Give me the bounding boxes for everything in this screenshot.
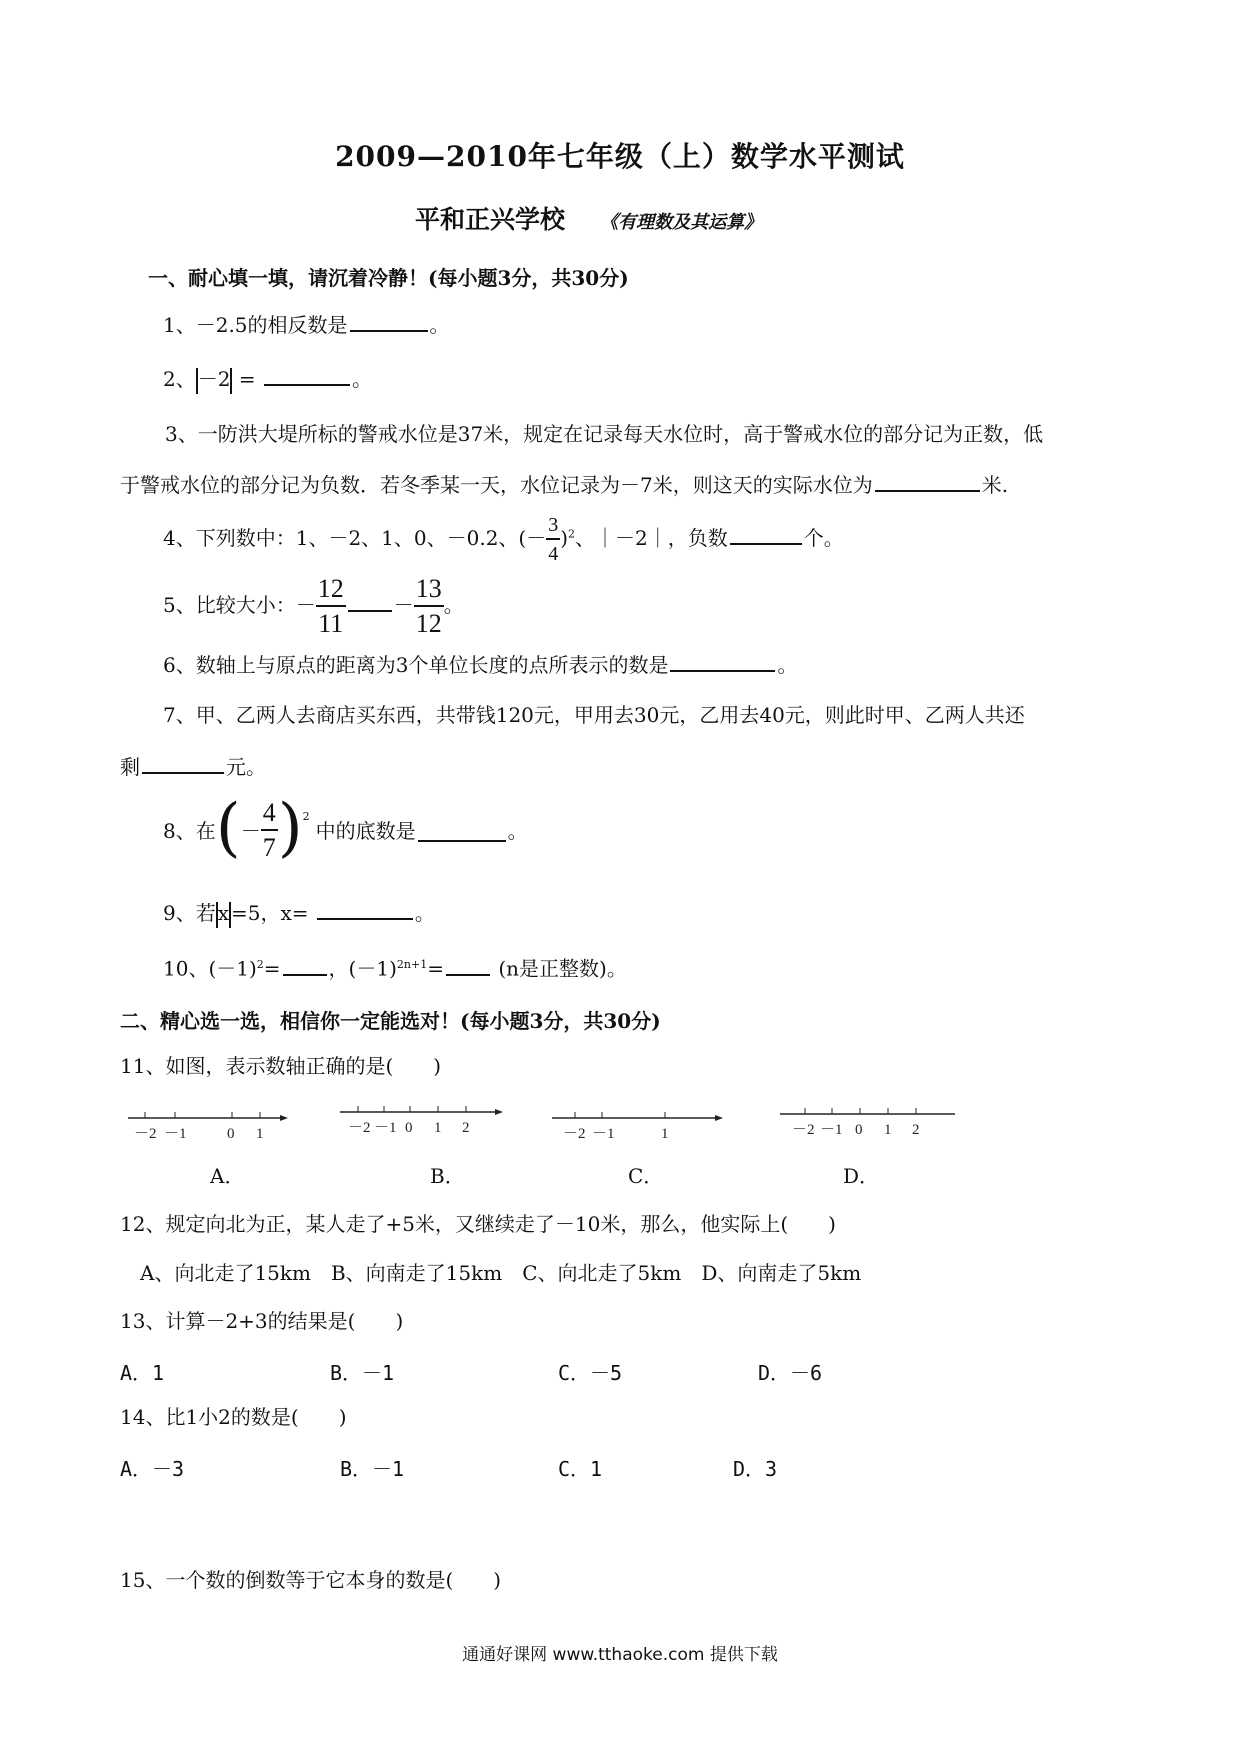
tick-label: －2 (134, 1126, 157, 1142)
q5-den1: 11 (318, 609, 344, 638)
question-15-stem: 15、一个数的倒数等于它本身的数是( ) (120, 1568, 502, 1592)
footer-credit: 通通好课网 www.tthaoke.com 提供下载 (462, 1645, 778, 1665)
tick-label: 1 (434, 1120, 442, 1136)
q4-num: 3 (546, 515, 560, 540)
question-1 (163, 310, 450, 338)
tick-label: 2 (912, 1122, 920, 1138)
q3-end: 米. (981, 473, 1009, 497)
question-9 (163, 898, 435, 928)
q10-part1: 10、(－1) (163, 956, 257, 981)
q9-text: 9、若 (163, 901, 216, 925)
q14-option-d[interactable]: D．3 (733, 1457, 778, 1481)
topic-name: 《有理数及其运算》 (600, 212, 763, 233)
question-5 (163, 576, 464, 637)
option-d[interactable]: D． (843, 1164, 880, 1188)
question-7-line2 (120, 752, 266, 780)
q8-mid: 中的底数是 (315, 818, 416, 843)
tick-label: －2 (563, 1126, 586, 1142)
q5-minus: － (393, 593, 414, 617)
q1-text: 1、－2.5的相反数是 (163, 313, 348, 337)
q8-text: 8、在 (163, 818, 216, 843)
question-3-line2 (120, 470, 1008, 498)
tick-label: －2 (348, 1120, 371, 1136)
q5-num1: 12 (316, 576, 346, 607)
tick-label: 0 (227, 1126, 235, 1142)
q5-end: 。 (443, 593, 464, 617)
q10-note: (n是正整数)。 (498, 956, 627, 981)
q6-end: 。 (777, 653, 798, 677)
q10-blank-1[interactable] (283, 954, 327, 976)
section2-heading: 二、精心选一选，相信你一定能选对！(每小题3分，共30分) (120, 1009, 661, 1033)
tick-label: 0 (405, 1120, 413, 1136)
q1-blank[interactable] (350, 310, 428, 332)
q14-option-c[interactable]: C．1 (558, 1457, 603, 1481)
abs-bar-right (230, 368, 232, 394)
q5-blank[interactable] (348, 590, 392, 612)
tick-label: －1 (820, 1122, 843, 1138)
q14-option-a[interactable]: A．－3 (120, 1457, 185, 1481)
q8-num: 4 (261, 800, 278, 831)
question-13-stem: 13、计算－2+3的结果是( ) (120, 1309, 404, 1333)
question-3-line1: 3、一防洪大堤所标的警戒水位是37米，规定在记录每天水位时，高于警戒水位的部分记为正数，低 (165, 422, 1044, 446)
q5-text: 5、比较大小：－ (163, 593, 316, 617)
q8-exp: 2 (302, 810, 310, 823)
q13-option-b[interactable]: B．－1 (330, 1361, 395, 1385)
question-2 (163, 364, 372, 394)
q3-text: 于警戒水位的部分记为负数．若冬季某一天，水位记录为－7米，则这天的实际水位为 (120, 473, 873, 497)
q7-end: 元。 (226, 755, 266, 779)
q6-blank[interactable] (670, 650, 775, 672)
q4-end: 个。 (803, 526, 844, 550)
subtitle (415, 200, 762, 236)
tick-label: －1 (164, 1126, 187, 1142)
question-11-stem: 11、如图，表示数轴正确的是( ) (120, 1054, 442, 1078)
option-c[interactable]: C． (628, 1164, 664, 1188)
q4-mid: 、｜－2｜，负数 (575, 526, 728, 550)
q13-option-d[interactable]: D．－6 (758, 1361, 823, 1385)
q13-option-c[interactable]: C．－5 (558, 1361, 623, 1385)
q10-exp1: 2 (256, 958, 264, 971)
q10-eq1: = (263, 956, 281, 981)
q8-minus: － (240, 818, 261, 843)
number-line-a (128, 1112, 288, 1142)
q8-end: 。 (507, 818, 528, 843)
q5-fraction-1 (316, 576, 346, 637)
q4-den: 4 (548, 543, 559, 565)
question-12-stem: 12、规定向北为正，某人走了+5米，又继续走了－10米，那么，他实际上( ) (120, 1212, 836, 1236)
tick-label: －2 (792, 1122, 815, 1138)
q10-exp2: 2n+1 (396, 958, 428, 971)
q4-blank[interactable] (730, 523, 802, 545)
option-a[interactable]: A． (210, 1164, 245, 1188)
number-line-b (340, 1106, 503, 1136)
tick-label: －1 (592, 1126, 615, 1142)
number-line-figures (120, 1100, 960, 1150)
q9-var: x (217, 901, 230, 925)
q4-exp: 2 (568, 527, 576, 541)
q2-end: 。 (351, 367, 372, 391)
q9-mid: =5，x= (231, 901, 309, 925)
q3-blank[interactable] (875, 470, 980, 492)
q4-text: 4、下列数中：1、－2、1、0、－0.2、(－ (163, 526, 547, 550)
q9-blank[interactable] (317, 898, 413, 920)
q6-text: 6、数轴上与原点的距离为3个单位长度的点所表示的数是 (163, 653, 669, 677)
tick-label: 2 (462, 1120, 470, 1136)
q8-blank[interactable] (418, 820, 506, 842)
q14-option-b[interactable]: B．－1 (340, 1457, 405, 1481)
question-8 (163, 790, 528, 865)
school-name: 平和正兴学校 (415, 205, 566, 234)
q5-num2: 13 (414, 576, 444, 607)
q10-part2: ，(－1) (328, 956, 397, 981)
question-10 (163, 952, 627, 982)
q8-paren-right: ) (277, 790, 303, 865)
q8-paren-left: ( (215, 790, 241, 865)
q2-equals: = (238, 367, 256, 391)
question-14-stem: 14、比1小2的数是( ) (120, 1405, 347, 1429)
tick-label: －1 (374, 1120, 397, 1136)
q7-text: 剩 (120, 755, 140, 779)
q2-text: 2、 (163, 367, 196, 391)
number-line-d (780, 1108, 955, 1138)
q10-eq2: = (427, 956, 444, 981)
q1-end: 。 (429, 313, 450, 337)
tick-label: 1 (884, 1122, 892, 1138)
q13-option-a[interactable]: A．1 (120, 1361, 165, 1385)
q4-fraction (546, 515, 560, 564)
section1-heading: 一、耐心填一填，请沉着冷静！(每小题3分，共30分) (148, 266, 629, 290)
q2-inner: －2 (197, 367, 231, 391)
q7-blank[interactable] (142, 752, 224, 774)
tick-label: 1 (661, 1126, 669, 1142)
question-12-options[interactable]: A、向北走了15km B、向南走了15km C、向北走了5km D、向南走了5km (140, 1261, 862, 1285)
q10-blank-2[interactable] (446, 954, 490, 976)
question-4: 4、下列数中：1、－2、1、0、－0.2、(－ $\frac{3}{4}$ )$^2$、｜－2｜，负数 个。 (163, 514, 844, 565)
q5-den2: 12 (415, 609, 442, 638)
q2-blank[interactable] (264, 364, 350, 386)
number-line-c (552, 1112, 723, 1142)
tick-label: 1 (256, 1126, 264, 1142)
question-7-line1: 7、甲、乙两人去商店买东西，共带钱120元，甲用去30元，乙用去40元，则此时甲、乙两人共还 (163, 703, 1025, 727)
tick-label: 0 (855, 1122, 863, 1138)
page-title: 2009—2010年七年级（上）数学水平测试 (335, 140, 905, 173)
q9-end: 。 (414, 901, 435, 925)
question-6 (163, 650, 797, 678)
q5-fraction-2 (414, 576, 444, 637)
q8-fraction (261, 800, 278, 861)
option-b[interactable]: B． (430, 1164, 465, 1188)
q8-den: 7 (262, 833, 276, 862)
